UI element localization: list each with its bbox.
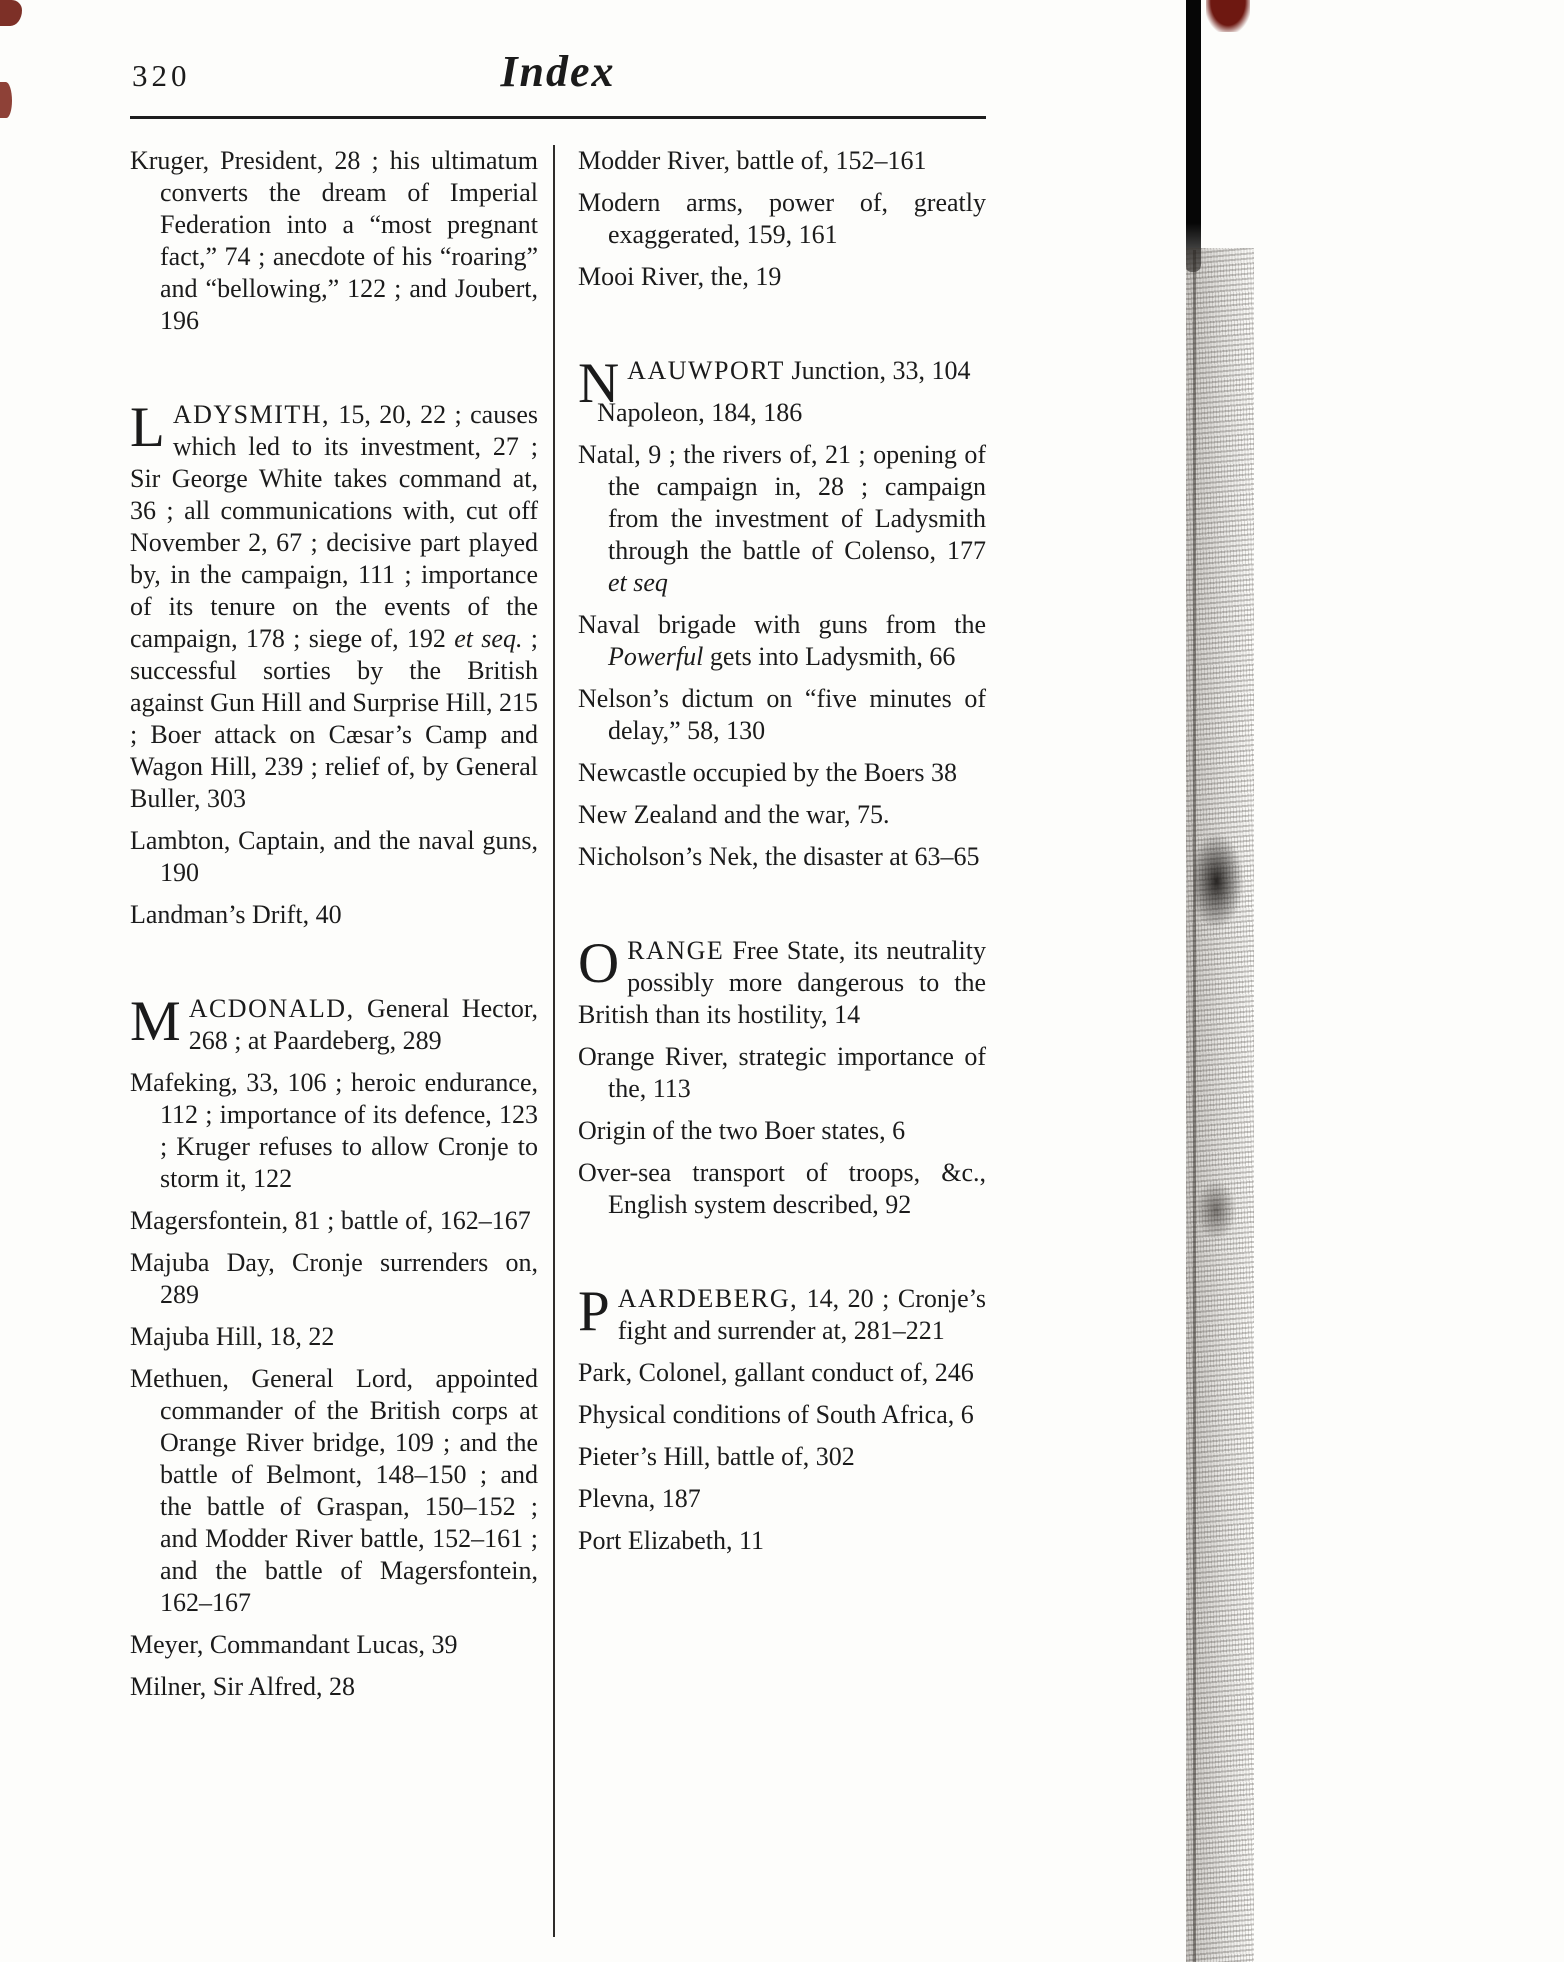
entry-lead-word: AARDEBERG, <box>617 1284 799 1313</box>
index-entry: Mooi River, the, 19 <box>578 262 782 291</box>
index-entry: Origin of the two Boer states, 6 <box>578 1116 906 1145</box>
index-entry: Natal, 9 ; the rivers of, 21 ; opening of the campaign in, 28 ; campaign from the investment of Ladysmith through the battle of Colenso, 177 et seq <box>578 440 986 597</box>
entry-lead-word: ACDONALD, <box>188 994 355 1023</box>
index-columns <box>130 145 986 1937</box>
index-entry: Landman’s Drift, 40 <box>130 900 342 929</box>
dropcap-letter: L <box>130 396 165 459</box>
index-entry: Over-sea transport of troops, &c., English system described, 92 <box>578 1158 986 1219</box>
index-entry: MACDONALD, General Hector, 268 ; at Paardeberg, 289 <box>130 990 538 1055</box>
right-column <box>578 145 986 1937</box>
index-entry: Nicholson’s Nek, the disaster at 63–65 <box>578 842 980 871</box>
column-divider <box>553 145 555 1937</box>
header-rule <box>130 116 986 119</box>
index-entry: Methuen, General Lord, appointed commander of the British corps at Orange River bridge, 109 ; and the battle of Belmont, 148–150 ; and the battle of Graspan, 150–152 ; and Modder River battle, 152–161 ; and the battle of Magersfontein, 162–167 <box>130 1364 538 1617</box>
page-header <box>130 46 986 108</box>
entry-lead-word: AAUWPORT <box>627 356 785 385</box>
index-entry: Orange River, strategic importance of the, 113 <box>578 1042 986 1103</box>
scan-spine-line <box>1193 250 1196 1962</box>
index-entry: Lambton, Captain, and the naval guns, 190 <box>130 826 538 887</box>
index-entry: Modder River, battle of, 152–161 <box>578 146 927 175</box>
page-title: Index <box>500 47 616 96</box>
scan-dark-blob <box>1194 832 1244 930</box>
scan-red-streak-left <box>0 82 12 118</box>
scan-dark-blob-2 <box>1196 1180 1236 1240</box>
index-entry: NAAUWPORT Junction, 33, 104 <box>578 352 971 415</box>
scan-black-bar <box>1186 0 1201 272</box>
index-entry: Modern arms, power of, greatly exaggerated, 159, 161 <box>578 188 986 249</box>
index-entry: Newcastle occupied by the Boers 38 <box>578 758 958 787</box>
scan-red-mark-top-left <box>0 0 22 26</box>
index-entry: ORANGE Free State, its neutrality possibly more dangerous to the British than its hostility, 14 <box>578 932 986 1029</box>
dropcap-letter: P <box>578 1280 610 1343</box>
dropcap-letter: M <box>130 990 181 1053</box>
italic-text: et seq. <box>454 624 523 653</box>
index-entry: Milner, Sir Alfred, 28 <box>130 1672 355 1701</box>
dropcap-letter: N <box>578 352 620 415</box>
index-entry: Physical conditions of South Africa, 6 <box>578 1400 974 1429</box>
book-page <box>130 46 986 1937</box>
dropcap-letter: O <box>578 932 620 995</box>
index-entry: Park, Colonel, gallant conduct of, 246 <box>578 1358 974 1387</box>
index-entry: Port Elizabeth, 11 <box>578 1526 765 1555</box>
index-entry: LADYSMITH, 15, 20, 22 ; causes which led to its investment, 27 ; Sir George White takes command at, 36 ; all communications with, cut off November 2, 67 ; decisive part played by, in the campaign, 111 ; importance of its tenure on the events of the campaign, 178 ; siege of, 192 et seq. ; successful sorties by the British against Gun Hill and Surprise Hill, 215 ; Boer attack on Cæsar’s Camp and Wagon Hill, 239 ; relief of, by General Buller, 303 <box>130 396 539 813</box>
index-entry: Majuba Hill, 18, 22 <box>130 1322 335 1351</box>
page-number: 320 <box>132 58 191 93</box>
index-entry: Magersfontein, 81 ; battle of, 162–167 <box>130 1206 531 1235</box>
index-entry: Plevna, 187 <box>578 1484 701 1513</box>
scan-red-mark-top-right <box>1206 0 1250 32</box>
index-entry: PAARDEBERG, 14, 20 ; Cronje’s fight and surrender at, 281–221 <box>578 1280 986 1345</box>
index-entry: Meyer, Commandant Lucas, 39 <box>130 1630 458 1659</box>
index-entry: Mafeking, 33, 106 ; heroic endurance, 112 ; importance of its defence, 123 ; Kruger refuses to allow Cronje to storm it, 122 <box>130 1068 538 1193</box>
italic-text: et seq <box>608 568 668 597</box>
index-entry: Napoleon, 184, 186 <box>597 398 803 427</box>
left-column <box>130 145 538 1937</box>
index-entry: New Zealand and the war, 75. <box>578 800 890 829</box>
scan-noise-band <box>1186 248 1254 1962</box>
index-entry: Nelson’s dictum on “five minutes of delay,” 58, 130 <box>578 684 986 745</box>
index-entry: Majuba Day, Cronje surrenders on, 289 <box>130 1248 538 1309</box>
entry-lead-word: ADYSMITH, <box>172 400 331 429</box>
index-entry: Kruger, President, 28 ; his ultimatum converts the dream of Imperial Federation into a “most pregnant fact,” 74 ; anecdote of his “roaring” and “bellowing,” 122 ; and Joubert, 196 <box>130 146 538 335</box>
index-entry: Naval brigade with guns from the Powerful gets into Ladysmith, 66 <box>578 610 986 671</box>
entry-lead-word: RANGE <box>627 936 725 965</box>
index-entry: Pieter’s Hill, battle of, 302 <box>578 1442 855 1471</box>
italic-text: Powerful <box>608 642 704 671</box>
